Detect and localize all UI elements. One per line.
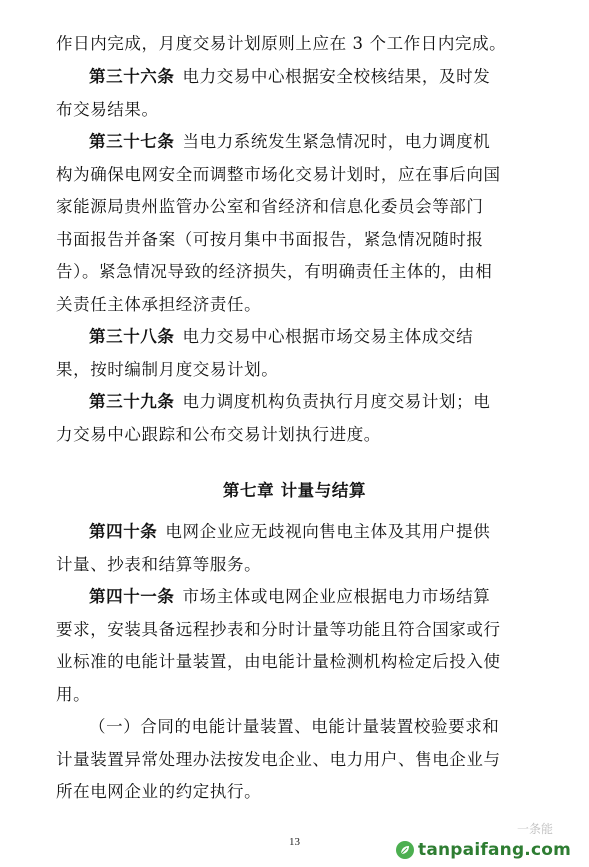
- text-line: （一）合同的电能计量装置、电能计量装置校验要求和: [89, 717, 500, 736]
- text-line: 电力交易中心根据市场交易主体成交结: [182, 327, 474, 346]
- text-line: 计量、抄表和结算等服务。: [56, 554, 262, 574]
- clause-item-1: [56, 711, 534, 809]
- page-number: 13: [289, 836, 300, 848]
- article-40: [56, 516, 534, 581]
- text-line: 要求，安装具备远程抄表和分时计量等功能且符合国家或行: [56, 619, 501, 639]
- text-line: 当电力系统发生紧急情况时，电力调度机: [182, 132, 491, 151]
- article-39: [56, 386, 534, 451]
- text-line: 计量装置异常处理办法按发电企业、电力用户、售电企业与: [56, 749, 501, 769]
- text-line: 电力交易中心根据安全校核结果，及时发: [182, 67, 491, 86]
- site-watermark: [396, 840, 571, 860]
- article-38: [56, 321, 534, 386]
- text-line: 构为确保电网安全而调整市场化交易计划时，应在事后向国: [56, 164, 501, 184]
- watermark-top-text: 一条能: [517, 822, 554, 836]
- text-line: 业标准的电能计量装置，由电能计量检测机构检定后投入使: [56, 652, 501, 671]
- article-41: [56, 581, 534, 711]
- text-line: 电力调度机构负责执行月度交易计划；电: [182, 392, 491, 411]
- article-heading: 第三十九条: [89, 392, 175, 411]
- text-line: 作日内完成，月度交易计划原则上应在 3 个工作日内完成。: [56, 34, 507, 53]
- text-line: 书面报告并备案（可按月集中书面报告，紧急情况随时报: [56, 229, 484, 249]
- text-line: 家能源局贵州监管办公室和省经济和信息化委员会等部门: [56, 197, 484, 216]
- text-line: 关责任主体承担经济责任。: [56, 294, 262, 314]
- article-heading: 第三十七条: [89, 132, 175, 151]
- text-line: 所在电网企业的约定执行。: [56, 782, 262, 801]
- article-heading: 第四十一条: [89, 587, 175, 606]
- text-line: 果，按时编制月度交易计划。: [56, 359, 279, 379]
- chapter-title: 第七章 计量与结算: [222, 481, 367, 500]
- article-heading: 第四十条: [89, 522, 158, 541]
- article-heading: 第三十八条: [89, 327, 175, 346]
- watermark-site-text: tanpaifang.com: [418, 840, 572, 860]
- text-line: 力交易中心跟踪和公布交易计划执行进度。: [56, 424, 381, 444]
- article-36: [56, 61, 534, 126]
- article-heading: 第三十六条: [89, 67, 175, 86]
- text-line: 市场主体或电网企业应根据电力市场结算: [182, 587, 491, 606]
- article-37: [56, 126, 534, 321]
- text-line: 布交易结果。: [56, 99, 159, 119]
- leaf-icon: [396, 841, 414, 859]
- text-line: 用。: [56, 684, 91, 704]
- text-line: 告）。紧急情况导致的经济损失，有明确责任主体的，由相: [56, 262, 493, 281]
- paragraph-continuation: [56, 28, 534, 61]
- text-line: 电网企业应无歧视向售电主体及其用户提供: [165, 522, 491, 541]
